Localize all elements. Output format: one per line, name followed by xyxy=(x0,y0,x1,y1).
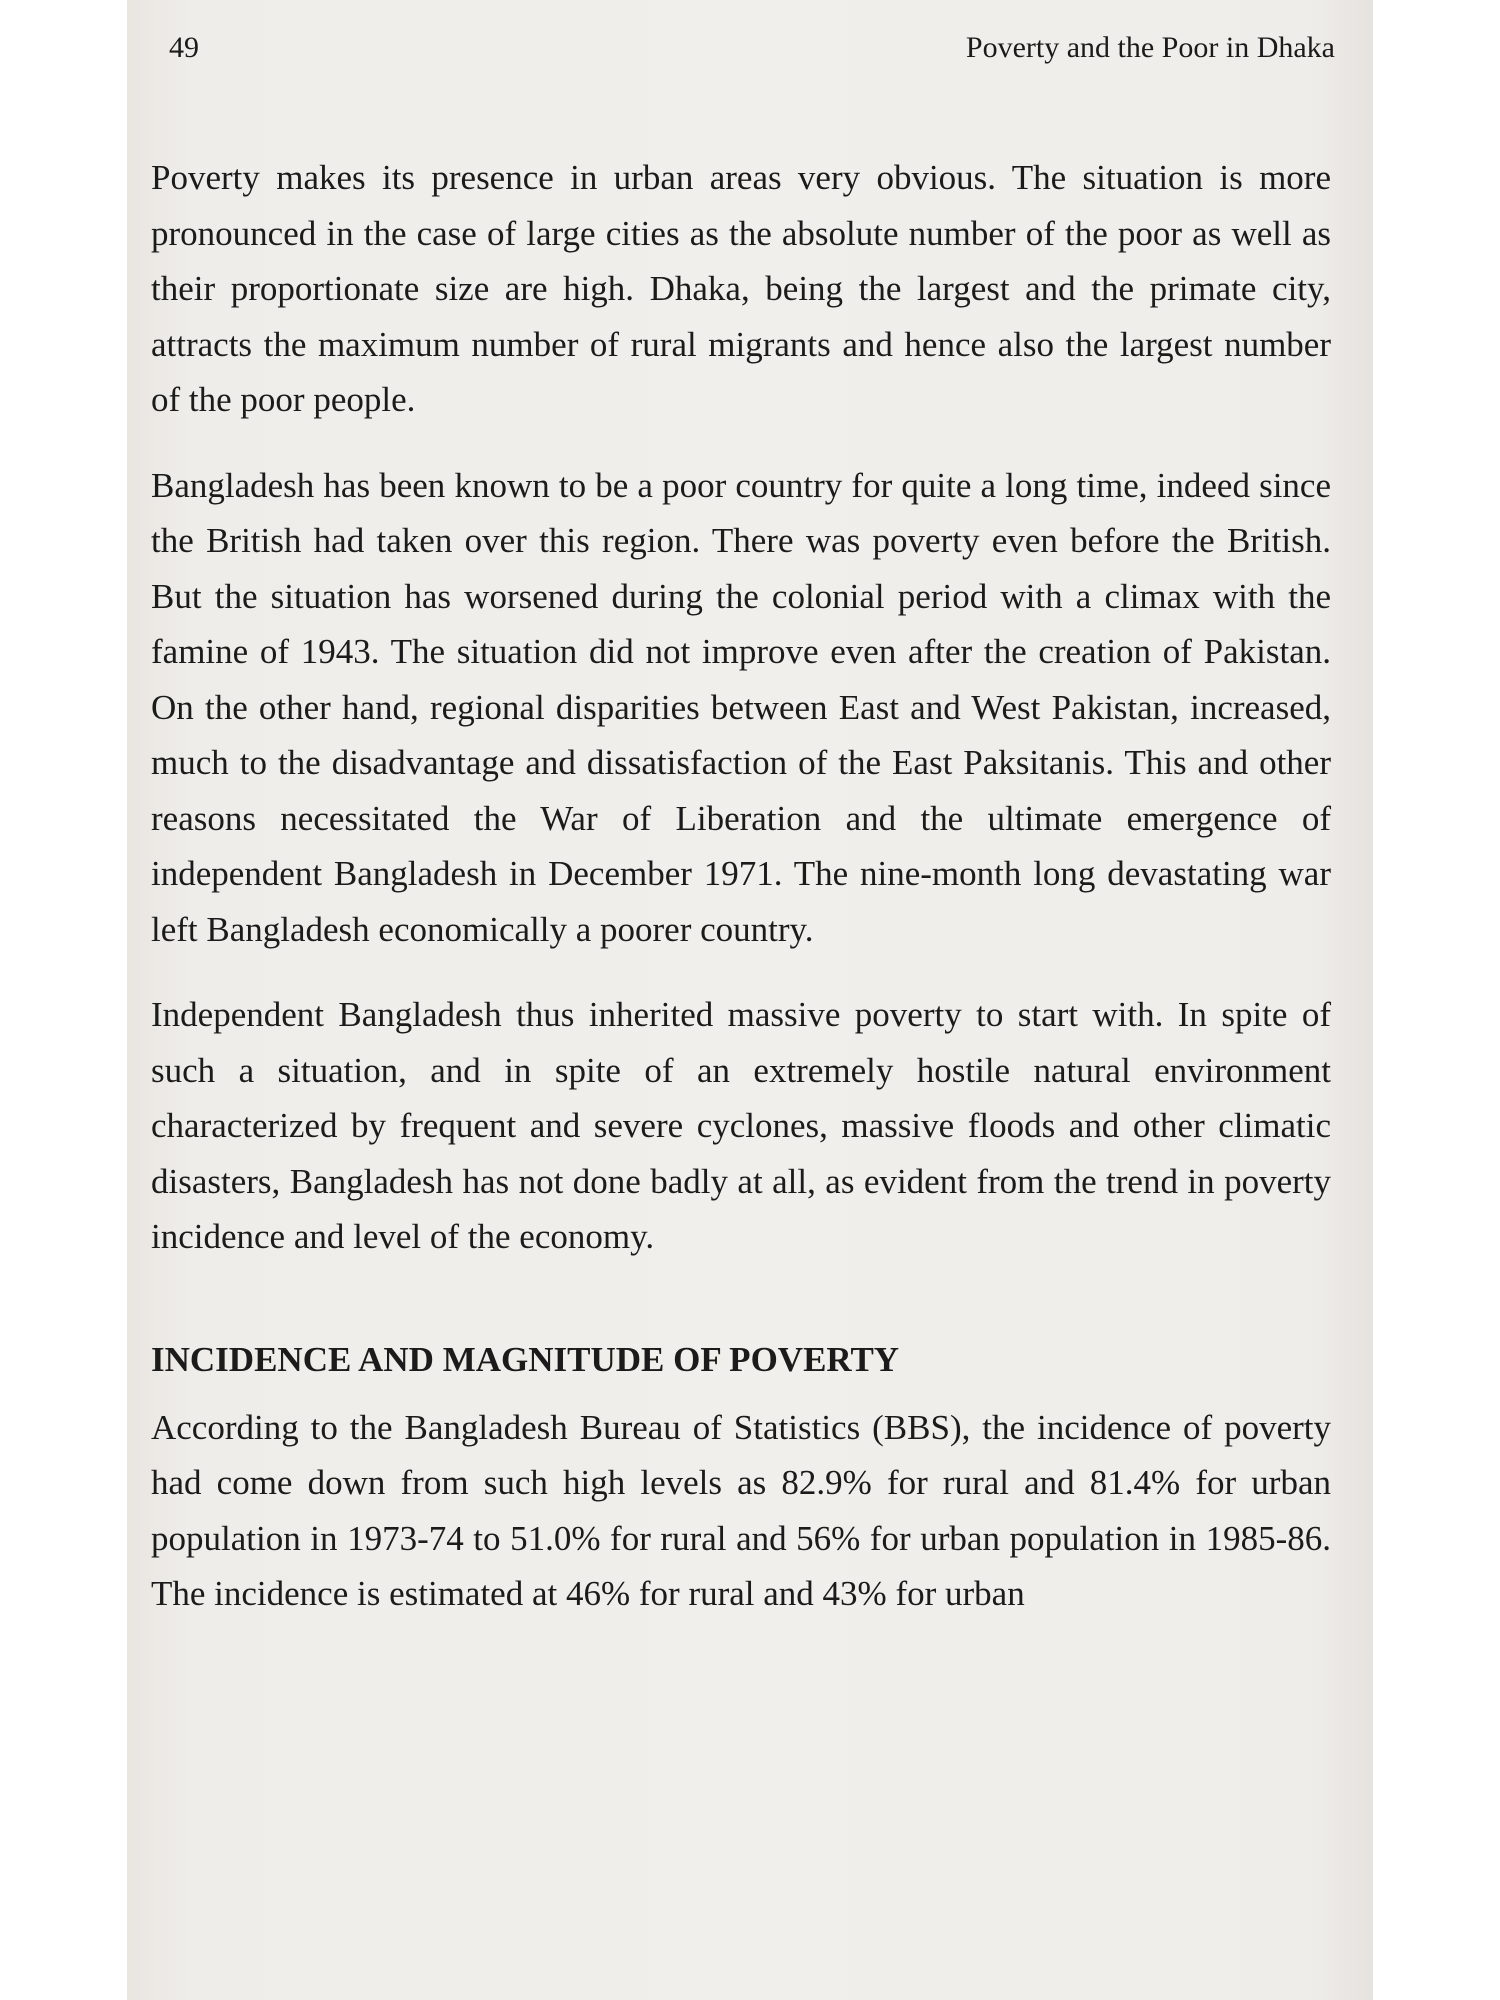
section-heading: INCIDENCE AND MAGNITUDE OF POVERTY xyxy=(151,1339,900,1379)
page-number: 49 xyxy=(169,31,199,64)
paragraph-history: Bangladesh has been known to be a poor country for quite a long time, indeed since the British had taken over this region. There was poverty even before the British. But the situation has worsened during the colonial period with a climax with the famine of 1943. The situation did not improve even after the creation of Pakistan. On the other hand, regional disparities between East and West Pakistan, increased, much to the disadvantage and dissatisfaction of the East Paksitanis. This and other reasons necessitated the War of Liberation and the ultimate emergence of independent Bangladesh in December 1971. The nine-month long devastating war left Bangladesh economically a poorer country. xyxy=(151,465,1331,949)
paragraph-bbs-statistics: According to the Bangladesh Bureau of Statistics (BBS), the incidence of poverty had come down from such high levels as 82.9% for rural and 81.4% for urban population in 1973-74 to 51.0% for rural and 56% for urban population in 1985-86. The incidence is estimated at 46% for rural and 43% for urban xyxy=(151,1407,1331,1613)
running-head: Poverty and the Poor in Dhaka xyxy=(965,31,1335,64)
paragraph-urban-poverty: Poverty makes its presence in urban areas very obvious. The situation is more pronounced in the case of large cities as the absolute number of the poor as well as their proportionate size are high. Dhaka, being the largest and the primate city, attracts the maximum number of rural migrants and hence also the largest number of the poor people. xyxy=(151,158,1331,419)
page-body xyxy=(151,150,1331,1652)
paragraph-inherited-poverty: Independent Bangladesh thus inherited massive poverty to start with. In spite of such a situation, and in spite of an extremely hostile natural environment characterized by frequent and severe cyclones, massive floods and other climatic disasters, Bangladesh has not done badly at all, as evident from the trend in poverty incidence and level of the economy. xyxy=(151,995,1331,1256)
page-header xyxy=(169,28,1335,68)
book-page xyxy=(127,0,1373,2000)
